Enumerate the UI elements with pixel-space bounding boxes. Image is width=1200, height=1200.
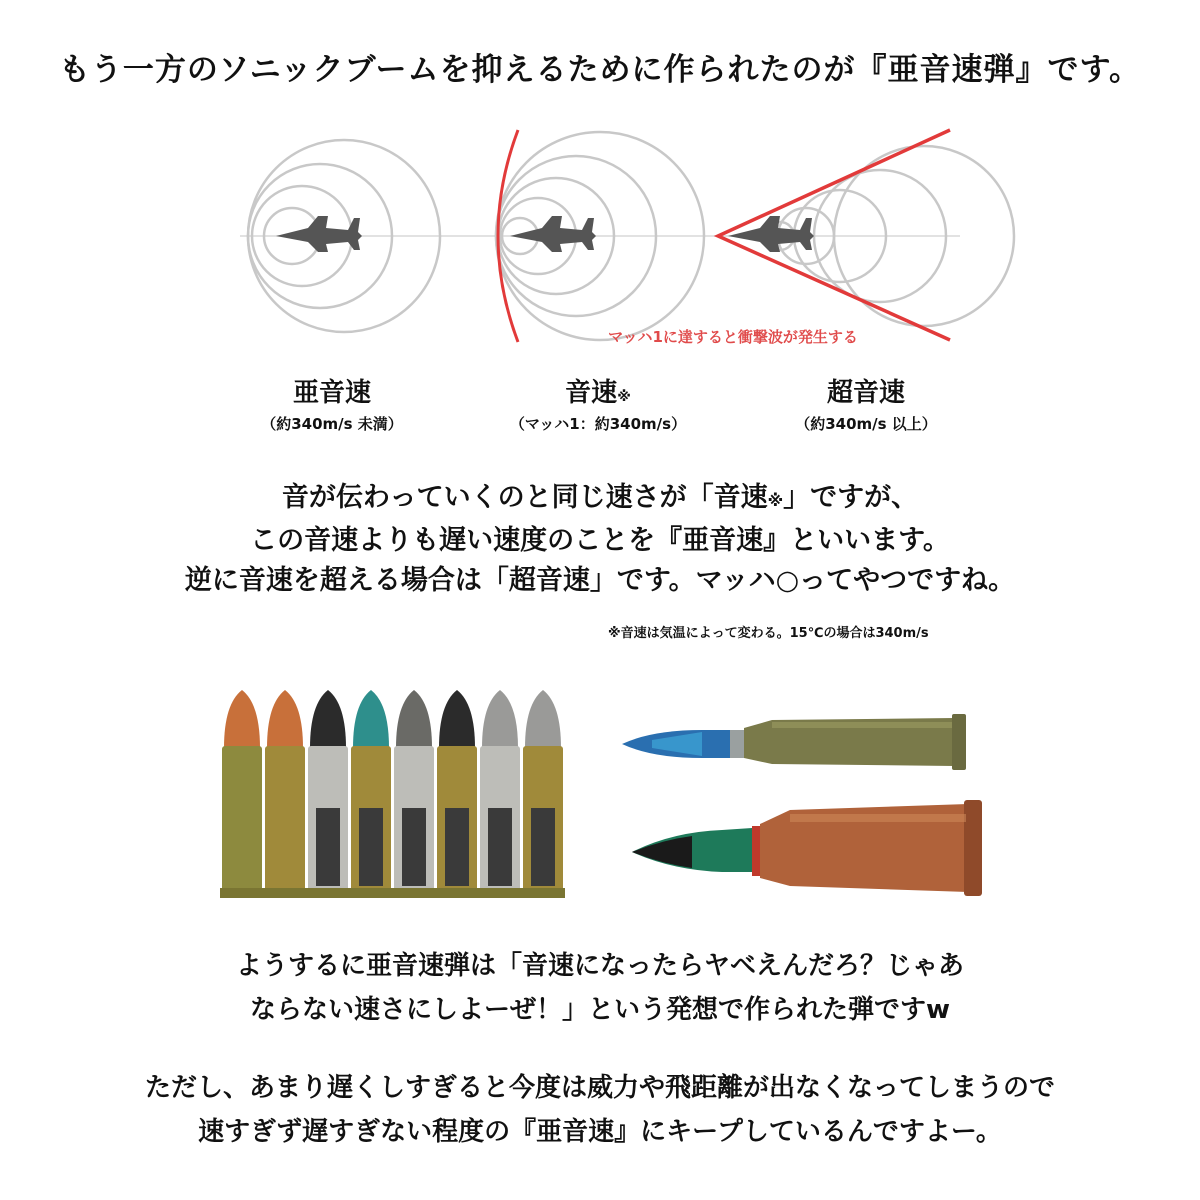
summary-line: ようするに亜音速弾は「音速になったらヤベえんだろ？じゃあ bbox=[235, 951, 964, 981]
footnote-mark: ※ bbox=[767, 491, 784, 510]
case-rim bbox=[349, 888, 393, 898]
case-rim bbox=[478, 888, 522, 898]
powder-cutaway bbox=[402, 808, 426, 886]
explanation-paragraph bbox=[0, 478, 1200, 601]
case-rim bbox=[220, 888, 264, 898]
cartridge bbox=[220, 690, 264, 898]
cartridge bbox=[392, 690, 436, 898]
rifle-cartridge-photo bbox=[612, 700, 992, 900]
case-rim bbox=[392, 888, 436, 898]
cartridge-cutaway-photo bbox=[218, 688, 570, 902]
line-text: 」ですが、 bbox=[783, 482, 919, 513]
cartridge-case bbox=[265, 746, 305, 896]
explanation-line bbox=[0, 478, 1200, 521]
summary-line: ならない速さにしよーぜ！」という発想で作られた弾ですw bbox=[249, 995, 951, 1025]
powder-cutaway bbox=[359, 808, 383, 886]
caveat-line: 速すぎず遅すぎない程度の『亜音速』にキープしているんですよー。 bbox=[198, 1117, 1002, 1147]
shock-label: マッハ1に達すると衝撃波が発生する bbox=[608, 328, 858, 346]
caption-supersonic bbox=[716, 372, 1016, 434]
explanation-line: 逆に音速を超える場合は「超音速」です。マッハ○ってやつですね。 bbox=[184, 565, 1016, 596]
summary-paragraph bbox=[0, 944, 1200, 1032]
caption-subsonic bbox=[182, 372, 482, 434]
caption-name: 超音速 bbox=[826, 378, 905, 408]
case-rim bbox=[435, 888, 479, 898]
cartridge bbox=[435, 690, 479, 898]
cartridge bbox=[306, 690, 350, 898]
powder-cutaway bbox=[316, 808, 340, 886]
caption-name-text: 音速 bbox=[565, 378, 618, 408]
explanation-line: この音速よりも遅い速度のことを『亜音速』といいます。 bbox=[250, 525, 950, 556]
cartridge bbox=[521, 690, 565, 898]
jet-icon bbox=[510, 216, 596, 252]
footnote-mark: ※ bbox=[617, 389, 631, 405]
footnote: ※音速は気温によって変わる。15℃の場合は340m/s bbox=[608, 626, 929, 641]
case-rim bbox=[306, 888, 350, 898]
page-title: もう一方のソニックブームを抑えるために作られたのが『亜音速弾』です。 bbox=[58, 52, 1142, 88]
sound-wave-diagram bbox=[0, 110, 1200, 370]
case-rim bbox=[521, 888, 565, 898]
caption-sub: （約340m/s 以上） bbox=[795, 415, 937, 433]
cartridge-case bbox=[222, 746, 262, 896]
caption-sub: （マッハ1：約340m/s） bbox=[509, 415, 687, 433]
caption-sub: （約340m/s 未満） bbox=[261, 415, 403, 433]
line-text: 音が伝わっていくのと同じ速さが「音速 bbox=[281, 482, 768, 513]
cartridge bbox=[478, 690, 522, 898]
cartridge bbox=[263, 690, 307, 898]
caption-sonic bbox=[448, 372, 748, 434]
caption-name bbox=[448, 372, 748, 409]
powder-cutaway bbox=[531, 808, 555, 886]
caveat-paragraph bbox=[0, 1066, 1200, 1154]
powder-cutaway bbox=[488, 808, 512, 886]
case-rim bbox=[263, 888, 307, 898]
caption-name: 亜音速 bbox=[292, 378, 371, 408]
caveat-line: ただし、あまり遅くしすぎると今度は威力や飛距離が出なくなってしまうので bbox=[144, 1073, 1055, 1103]
powder-cutaway bbox=[445, 808, 469, 886]
cartridge bbox=[349, 690, 393, 898]
